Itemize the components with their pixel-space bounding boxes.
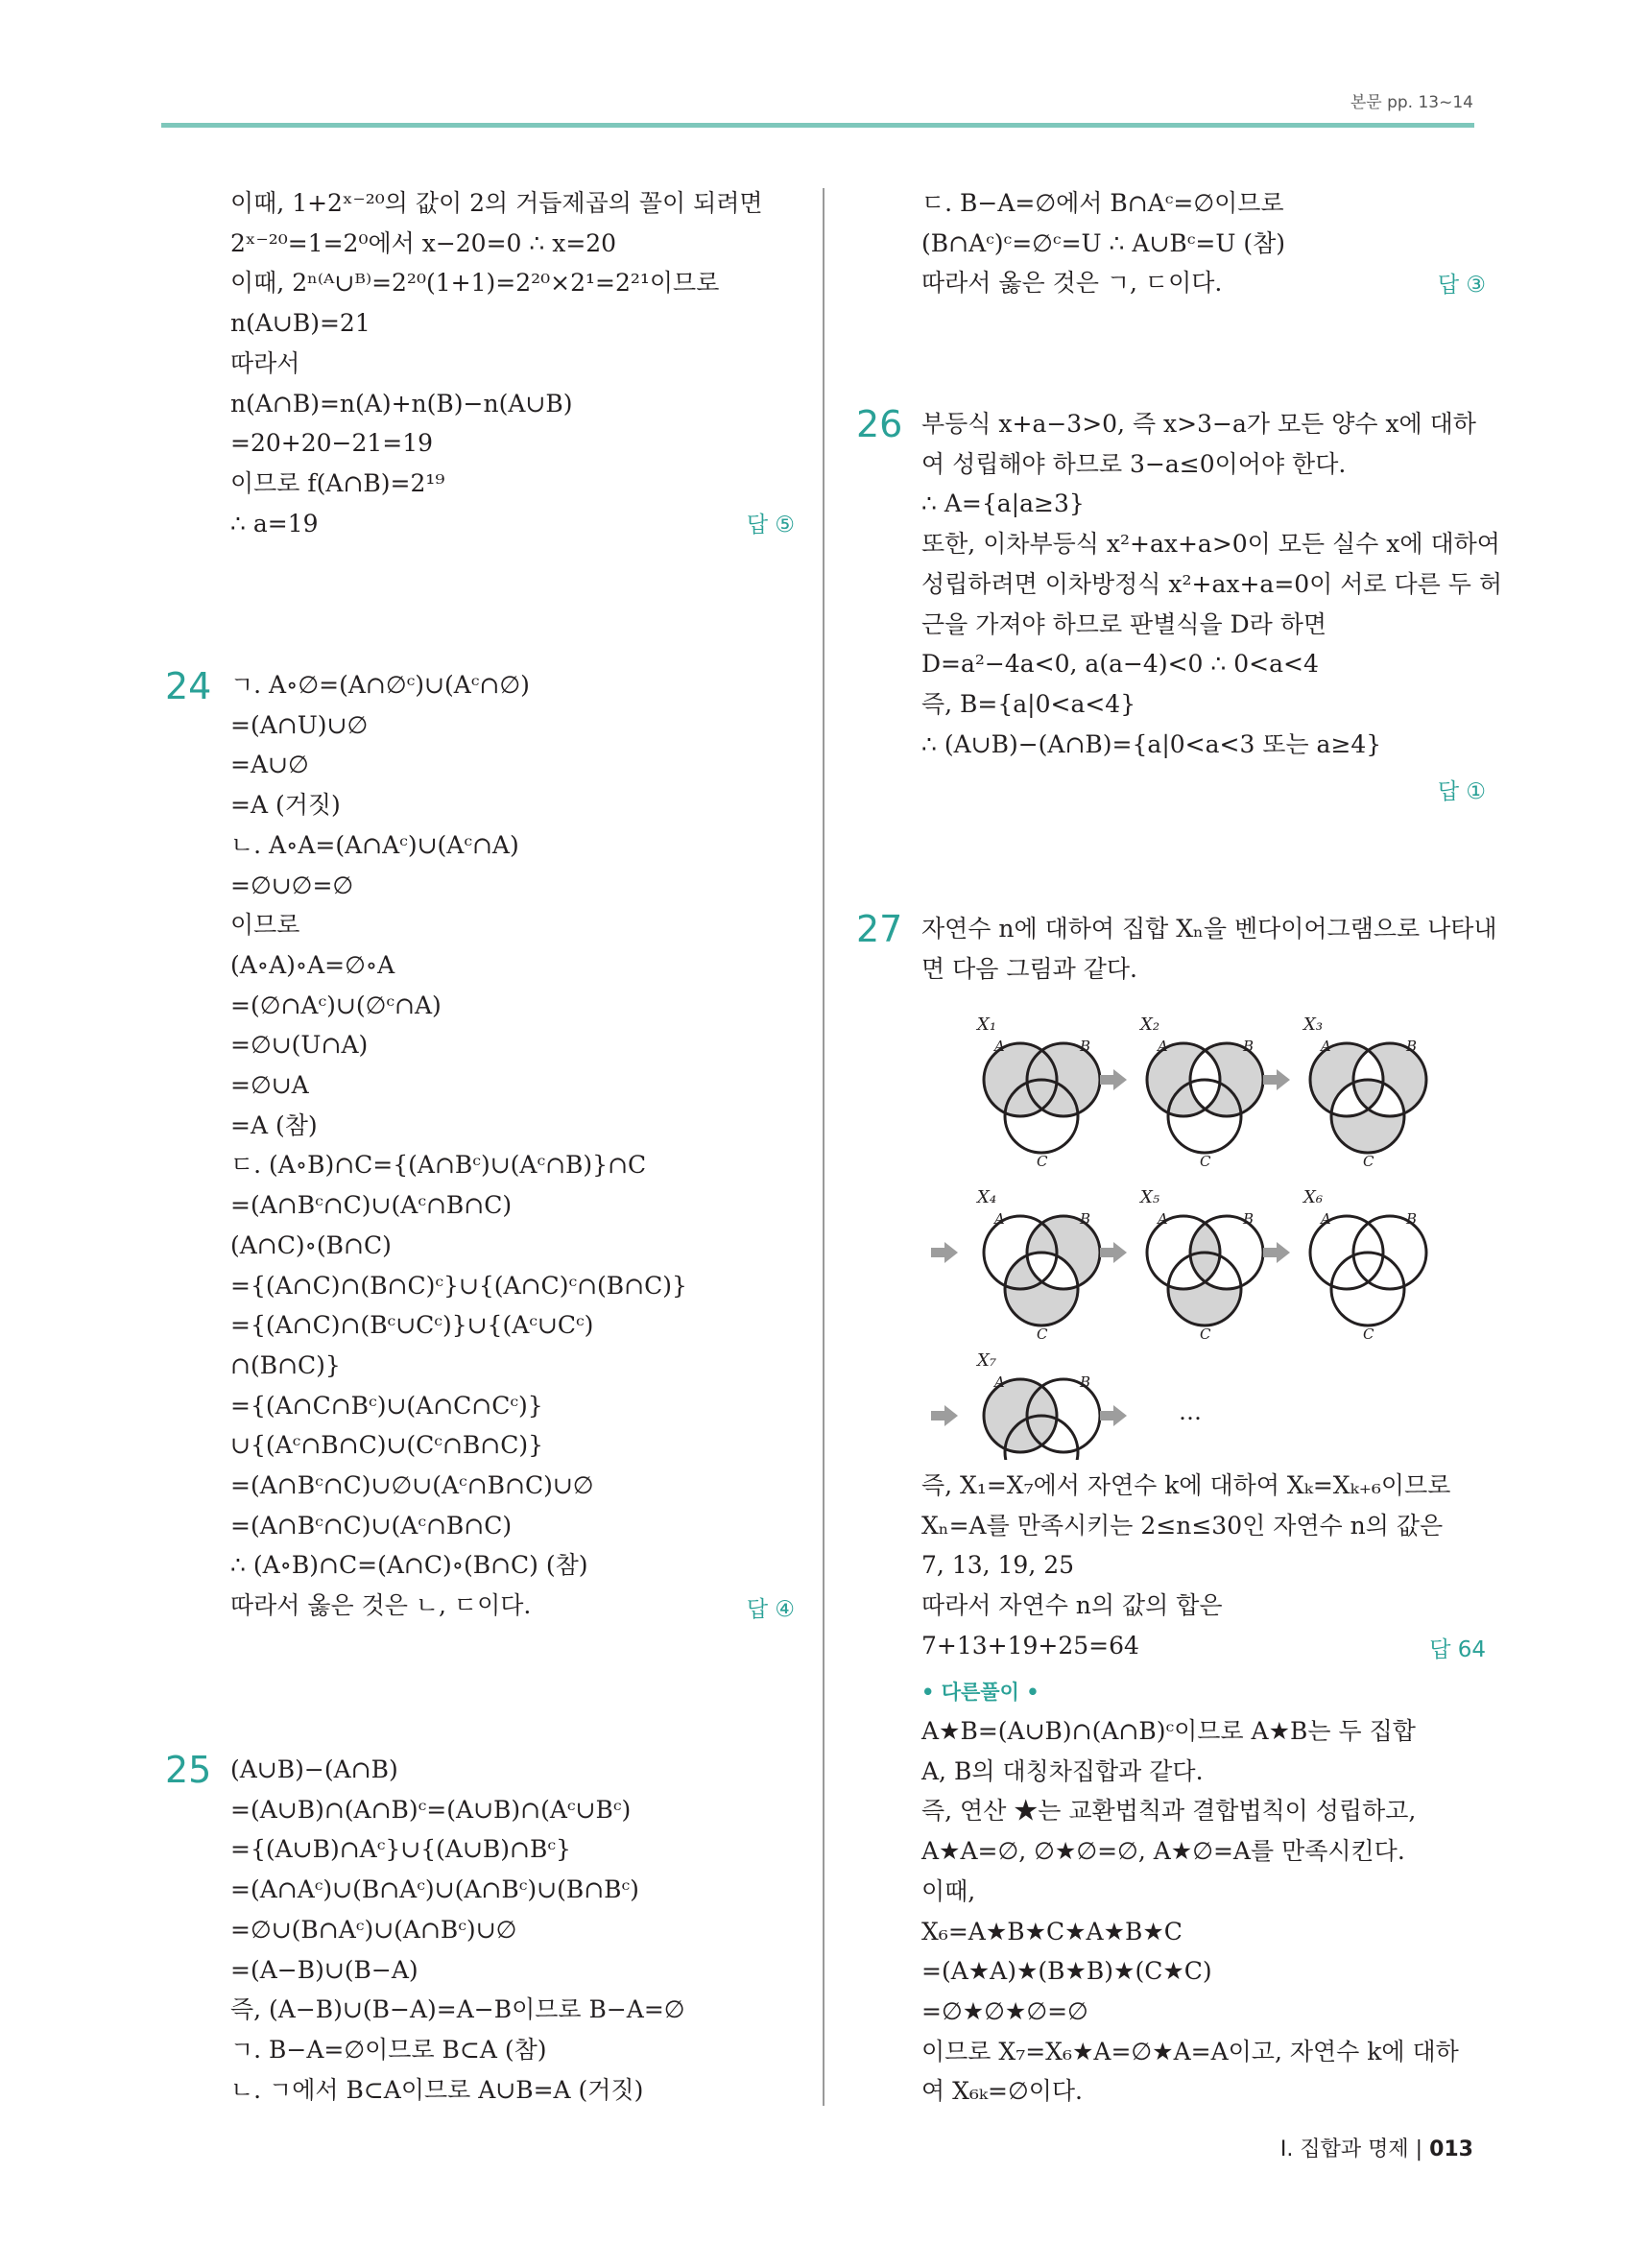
answer-23: 답 ⑤ bbox=[746, 513, 795, 537]
text-line: 즉, X₁=X₇에서 자연수 k에 대하여 Xₖ=Xₖ₊₆이므로 bbox=[921, 1471, 1451, 1499]
set-label-b: B bbox=[1243, 1210, 1255, 1228]
text-line: ∴ (A∪B)−(A∩B)={a|0<a<3 또는 a≥4} bbox=[921, 729, 1382, 758]
text-line: 여 X₆ₖ=∅이다. bbox=[921, 2077, 1084, 2106]
set-label-b: B bbox=[1080, 1373, 1091, 1391]
text-line: =(∅∩Aᶜ)∪(∅ᶜ∩A) bbox=[230, 991, 442, 1019]
answer-27: 답 64 bbox=[1429, 1637, 1486, 1662]
text-line: (A∪B)−(A∩B) bbox=[230, 1755, 398, 1783]
text-line: 따라서 옳은 것은 ㄱ, ㄷ이다. bbox=[921, 269, 1223, 298]
text-line: =(A∩Bᶜ∩C)∪(Aᶜ∩B∩C) bbox=[230, 1191, 513, 1220]
text-line: ㄷ. (A∘B)∩C={(A∩Bᶜ)∪(Aᶜ∩B)}∩C bbox=[230, 1151, 647, 1180]
text-line: 따라서 자연수 n의 값의 합은 bbox=[921, 1591, 1223, 1620]
text-line: =20+20−21=19 bbox=[230, 429, 434, 458]
text-line: ㄷ. B−A=∅에서 B∩Aᶜ=∅이므로 bbox=[921, 189, 1284, 217]
text-line: 여 성립해야 하므로 3−a≤0이어야 한다. bbox=[921, 449, 1347, 478]
set-label-b: B bbox=[1243, 1038, 1255, 1055]
text-line: 이때, 2ⁿ⁽ᴬ∪ᴮ⁾=2²⁰(1+1)=2²⁰×2¹=2²¹이므로 bbox=[230, 269, 720, 298]
text-line: ={(A∩C)∩(Bᶜ∪Cᶜ)}∪{(Aᶜ∪Cᶜ) bbox=[230, 1311, 594, 1340]
set-label-c: C bbox=[1037, 1325, 1048, 1343]
venn-label: X₄ bbox=[977, 1187, 997, 1207]
problem-number-27: 27 bbox=[856, 908, 903, 950]
text-line: =A (참) bbox=[230, 1110, 318, 1139]
text-line: =∅∪(B∩Aᶜ)∪(A∩Bᶜ)∪∅ bbox=[230, 1915, 517, 1944]
set-label-c: C bbox=[1037, 1153, 1048, 1170]
text-line: ∴ (A∘B)∩C=(A∩C)∘(B∩C) (참) bbox=[230, 1551, 588, 1580]
text-line: =(A∩Aᶜ)∪(B∩Aᶜ)∪(A∩Bᶜ)∪(B∩Bᶜ) bbox=[230, 1875, 639, 1904]
text-line: 성립하려면 이차방정식 x²+ax+a=0이 서로 다른 두 허 bbox=[921, 569, 1503, 598]
text-line: ㄱ. A∘∅=(A∩∅ᶜ)∪(Aᶜ∩∅) bbox=[230, 671, 530, 699]
text-line: 이므로 X₇=X₆★A=∅★A=A이고, 자연수 k에 대하 bbox=[921, 2037, 1459, 2065]
problem-number-24: 24 bbox=[165, 665, 212, 707]
text-line: (B∩Aᶜ)ᶜ=∅ᶜ=U ∴ A∪Bᶜ=U (참) bbox=[921, 228, 1286, 257]
text-line: 자연수 n에 대하여 집합 Xₙ을 벤다이어그램으로 나타내 bbox=[921, 915, 1497, 943]
text-line: =∅∪A bbox=[230, 1071, 309, 1099]
text-line: =A∪∅ bbox=[230, 751, 309, 779]
arrow-icon bbox=[931, 1405, 958, 1426]
text-line: =(A∪B)∩(A∩B)ᶜ=(A∪B)∩(Aᶜ∪Bᶜ) bbox=[230, 1795, 632, 1824]
set-label-a: A bbox=[1321, 1210, 1331, 1228]
page-header-ref: 본문 pp. 13~14 bbox=[1350, 93, 1473, 112]
text-line: =(A∩Bᶜ∩C)∪(Aᶜ∩B∩C) bbox=[230, 1511, 513, 1540]
problem-number-25: 25 bbox=[165, 1749, 212, 1791]
text-line: 즉, B={a|0<a<4} bbox=[921, 689, 1136, 718]
text-line: 즉, (A−B)∪(B−A)=A−B이므로 B−A=∅ bbox=[230, 1995, 685, 2024]
text-line: =∅∪(U∩A) bbox=[230, 1031, 369, 1060]
venn-label: X₂ bbox=[1140, 1015, 1160, 1035]
text-line: n(A∪B)=21 bbox=[230, 309, 370, 338]
header-rule bbox=[161, 123, 1474, 128]
answer-24: 답 ④ bbox=[746, 1597, 795, 1622]
set-label-b: B bbox=[1080, 1210, 1091, 1228]
text-line: 부등식 x+a−3>0, 즉 x>3−a가 모든 양수 x에 대하 bbox=[921, 410, 1476, 438]
set-label-a: A bbox=[1321, 1038, 1331, 1055]
venn-diagram bbox=[1294, 1013, 1447, 1205]
text-line: n(A∩B)=n(A)+n(B)−n(A∪B) bbox=[230, 389, 573, 418]
text-line: ㄱ. B−A=∅이므로 B⊂A (참) bbox=[230, 2035, 547, 2064]
problem-number-26: 26 bbox=[856, 403, 903, 445]
text-line: ={(A∩C∩Bᶜ)∪(A∩C∩Cᶜ)} bbox=[230, 1391, 543, 1420]
venn-label: X₅ bbox=[1140, 1187, 1160, 1207]
text-line: =(A−B)∪(B−A) bbox=[230, 1955, 418, 1984]
venn-diagram-sequence bbox=[929, 993, 1447, 1460]
text-line: A★B=(A∪B)∩(A∩B)ᶜ이므로 A★B는 두 집합 bbox=[921, 1717, 1416, 1745]
text-line: 따라서 옳은 것은 ㄴ, ㄷ이다. bbox=[230, 1591, 532, 1620]
text-line: Xₙ=A를 만족시키는 2≤n≤30인 자연수 n의 값은 bbox=[921, 1511, 1444, 1540]
arrow-icon bbox=[931, 1242, 958, 1263]
text-line: =(A∩Bᶜ∩C)∪∅∪(Aᶜ∩B∩C)∪∅ bbox=[230, 1471, 594, 1499]
set-label-c: C bbox=[1200, 1153, 1211, 1170]
venn-diagram bbox=[968, 1349, 1159, 1460]
text-line: ∪{(Aᶜ∩B∩C)∪(Cᶜ∩B∩C)} bbox=[230, 1431, 544, 1460]
text-line: A, B의 대칭차집합과 같다. bbox=[921, 1756, 1204, 1785]
text-line: 면 다음 그림과 같다. bbox=[921, 954, 1137, 983]
column-divider bbox=[823, 188, 824, 2106]
set-label-c: C bbox=[1363, 1325, 1374, 1343]
text-line: ∩(B∩C)} bbox=[230, 1350, 341, 1379]
text-line: =∅∪∅=∅ bbox=[230, 871, 354, 899]
text-line: 7, 13, 19, 25 bbox=[921, 1551, 1075, 1580]
text-line: A★A=∅, ∅★∅=∅, A★∅=A를 만족시킨다. bbox=[921, 1837, 1405, 1866]
chapter-title: Ⅰ. 집합과 명제 | bbox=[1279, 2137, 1430, 2161]
set-label-b: B bbox=[1406, 1210, 1418, 1228]
venn-label: X₃ bbox=[1303, 1015, 1324, 1035]
set-label-a: A bbox=[994, 1038, 1005, 1055]
text-line: 또한, 이차부등식 x²+ax+a>0이 모든 실수 x에 대하여 bbox=[921, 530, 1500, 559]
text-line: D=a²−4a<0, a(a−4)<0 ∴ 0<a<4 bbox=[921, 650, 1319, 679]
text-line: =A (거짓) bbox=[230, 791, 341, 820]
text-line: ={(A∪B)∩Aᶜ}∪{(A∪B)∩Bᶜ} bbox=[230, 1835, 571, 1864]
text-line: =∅★∅★∅=∅ bbox=[921, 1996, 1088, 2025]
text-line: ={(A∩C)∩(B∩C)ᶜ}∪{(A∩C)ᶜ∩(B∩C)} bbox=[230, 1271, 687, 1300]
text-line: 7+13+19+25=64 bbox=[921, 1631, 1139, 1659]
set-label-c: C bbox=[1200, 1325, 1211, 1343]
text-line: 2ˣ⁻²⁰=1=2⁰에서 x−20=0 ∴ x=20 bbox=[230, 228, 617, 257]
set-label-b: B bbox=[1080, 1038, 1091, 1055]
text-line: (A∩C)∘(B∩C) bbox=[230, 1230, 392, 1259]
set-label-b: B bbox=[1406, 1038, 1418, 1055]
text-line: 따라서 bbox=[230, 348, 300, 377]
page-footer bbox=[1280, 2133, 1473, 2162]
set-label-a: A bbox=[1158, 1210, 1168, 1228]
set-label-a: A bbox=[1158, 1038, 1168, 1055]
ellipsis: … bbox=[1179, 1398, 1202, 1425]
text-line: 즉, 연산 ★는 교환법칙과 결합법칙이 성립하고, bbox=[921, 1797, 1417, 1826]
venn-label: X₇ bbox=[977, 1350, 997, 1371]
text-line: X₆=A★B★C★A★B★C bbox=[921, 1917, 1183, 1946]
set-label-a: A bbox=[994, 1373, 1005, 1391]
text-line: ㄴ. ㄱ에서 B⊂A이므로 A∪B=A (거짓) bbox=[230, 2075, 644, 2104]
answer-26: 답 ① bbox=[1437, 779, 1486, 804]
text-line: ∴ a=19 bbox=[230, 509, 319, 537]
venn-label: X₁ bbox=[977, 1015, 997, 1035]
text-line: 이므로 bbox=[230, 911, 300, 940]
text-line: =(A∩U)∪∅ bbox=[230, 710, 369, 739]
venn-label: X₆ bbox=[1303, 1187, 1324, 1207]
text-line: (A∘A)∘A=∅∘A bbox=[230, 950, 395, 979]
text-line: 이므로 f(A∩B)=2¹⁹ bbox=[230, 468, 445, 497]
text-line: 이때, bbox=[921, 1876, 976, 1905]
page-number: 013 bbox=[1429, 2137, 1473, 2161]
answer-25: 답 ③ bbox=[1437, 273, 1486, 298]
set-label-a: A bbox=[994, 1210, 1005, 1228]
set-label-c: C bbox=[1363, 1153, 1374, 1170]
text-line: 이때, 1+2ˣ⁻²⁰의 값이 2의 거듭제곱의 꼴이 되려면 bbox=[230, 189, 763, 217]
text-line: ∴ A={a|a≥3} bbox=[921, 489, 1085, 518]
venn-diagram bbox=[1294, 1185, 1447, 1377]
text-line: ㄴ. A∘A=(A∩Aᶜ)∪(Aᶜ∩A) bbox=[230, 830, 519, 859]
text-line: =(A★A)★(B★B)★(C★C) bbox=[921, 1957, 1212, 1986]
alternative-solution-label: • 다른풀이 • bbox=[921, 1681, 1040, 1704]
text-line: 근을 가져야 하므로 판별식을 D라 하면 bbox=[921, 609, 1327, 638]
